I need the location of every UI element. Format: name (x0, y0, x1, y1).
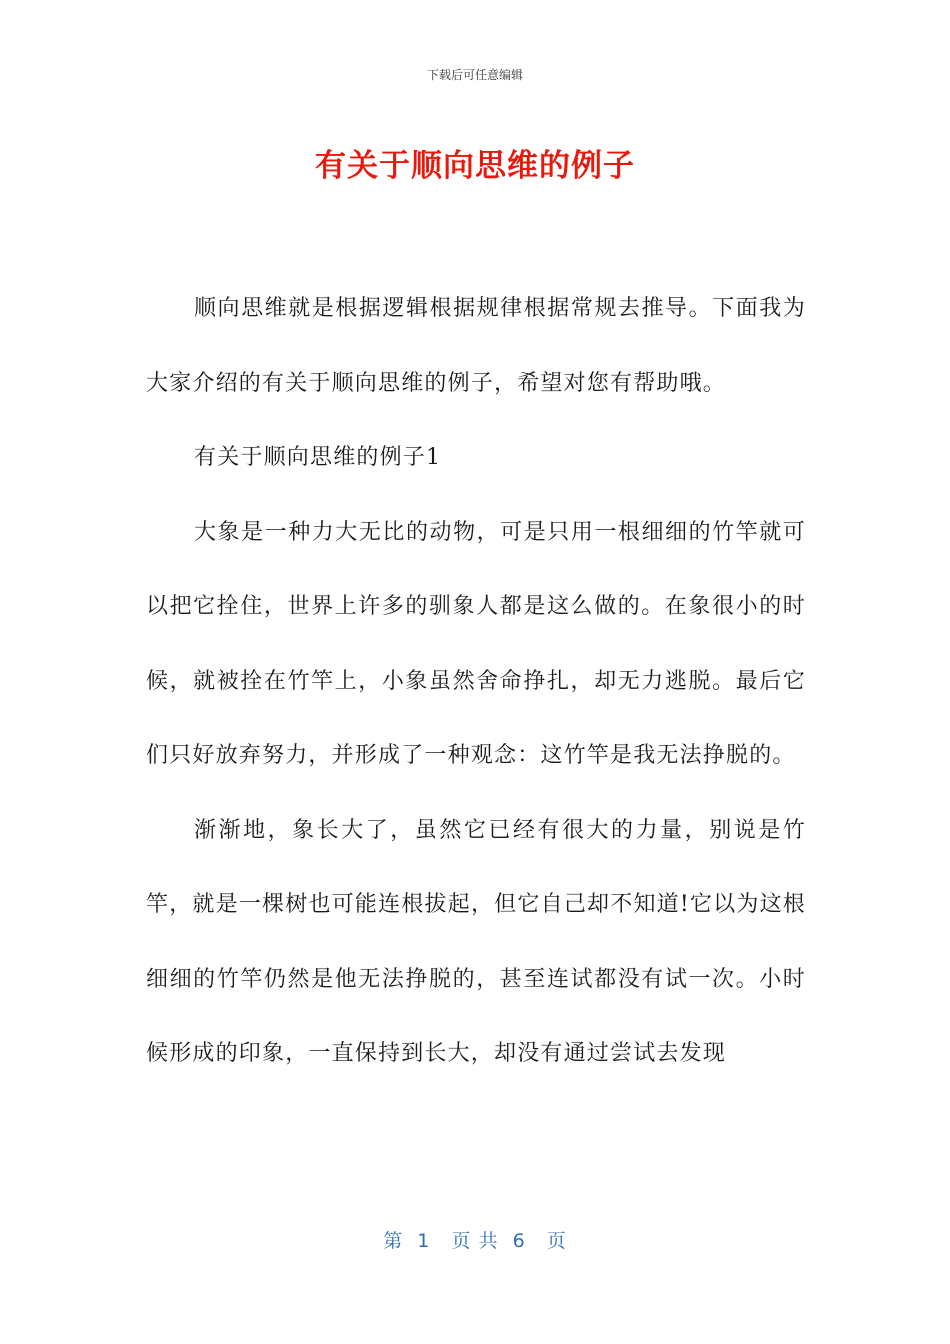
document-body (146, 272, 806, 1092)
header-note: 下载后可任意编辑 (426, 68, 523, 82)
paragraph-heading-example-1: 有关于顺向思维的例子1 (194, 445, 442, 470)
paragraph-elephant-grown: 渐渐地，象长大了，虽然它已经有很大的力量，别说是竹竿，就是一棵树也可能连根拔起，但它自己却不知道!它以为这根细细的竹竿仍然是他无法挣脱的，甚至连试都没有试一次。小时候形成的印象，一直保持到长大，却没有通过尝试去发现 (146, 817, 806, 1066)
paragraph-intro: 顺向思维就是根据逻辑根据规律根据常规去推导。下面我为大家介绍的有关于顺向思维的例子，希望对您有帮助哦。 (146, 296, 806, 396)
paragraph-elephant-story: 大象是一种力大无比的动物，可是只用一根细细的竹竿就可以把它拴住，世界上许多的驯象人都是这么做的。在象很小的时候，就被拴在竹竿上，小象虽然舍命挣扎，却无力逃脱。最后它们只好放弃努力，并形成了一种观念：这竹竿是我无法挣脱的。 (146, 519, 806, 768)
document-title: 有关于顺向思维的例子 (315, 148, 635, 184)
page-number-footer: 第 1 页 共 6 页 (383, 1230, 567, 1252)
